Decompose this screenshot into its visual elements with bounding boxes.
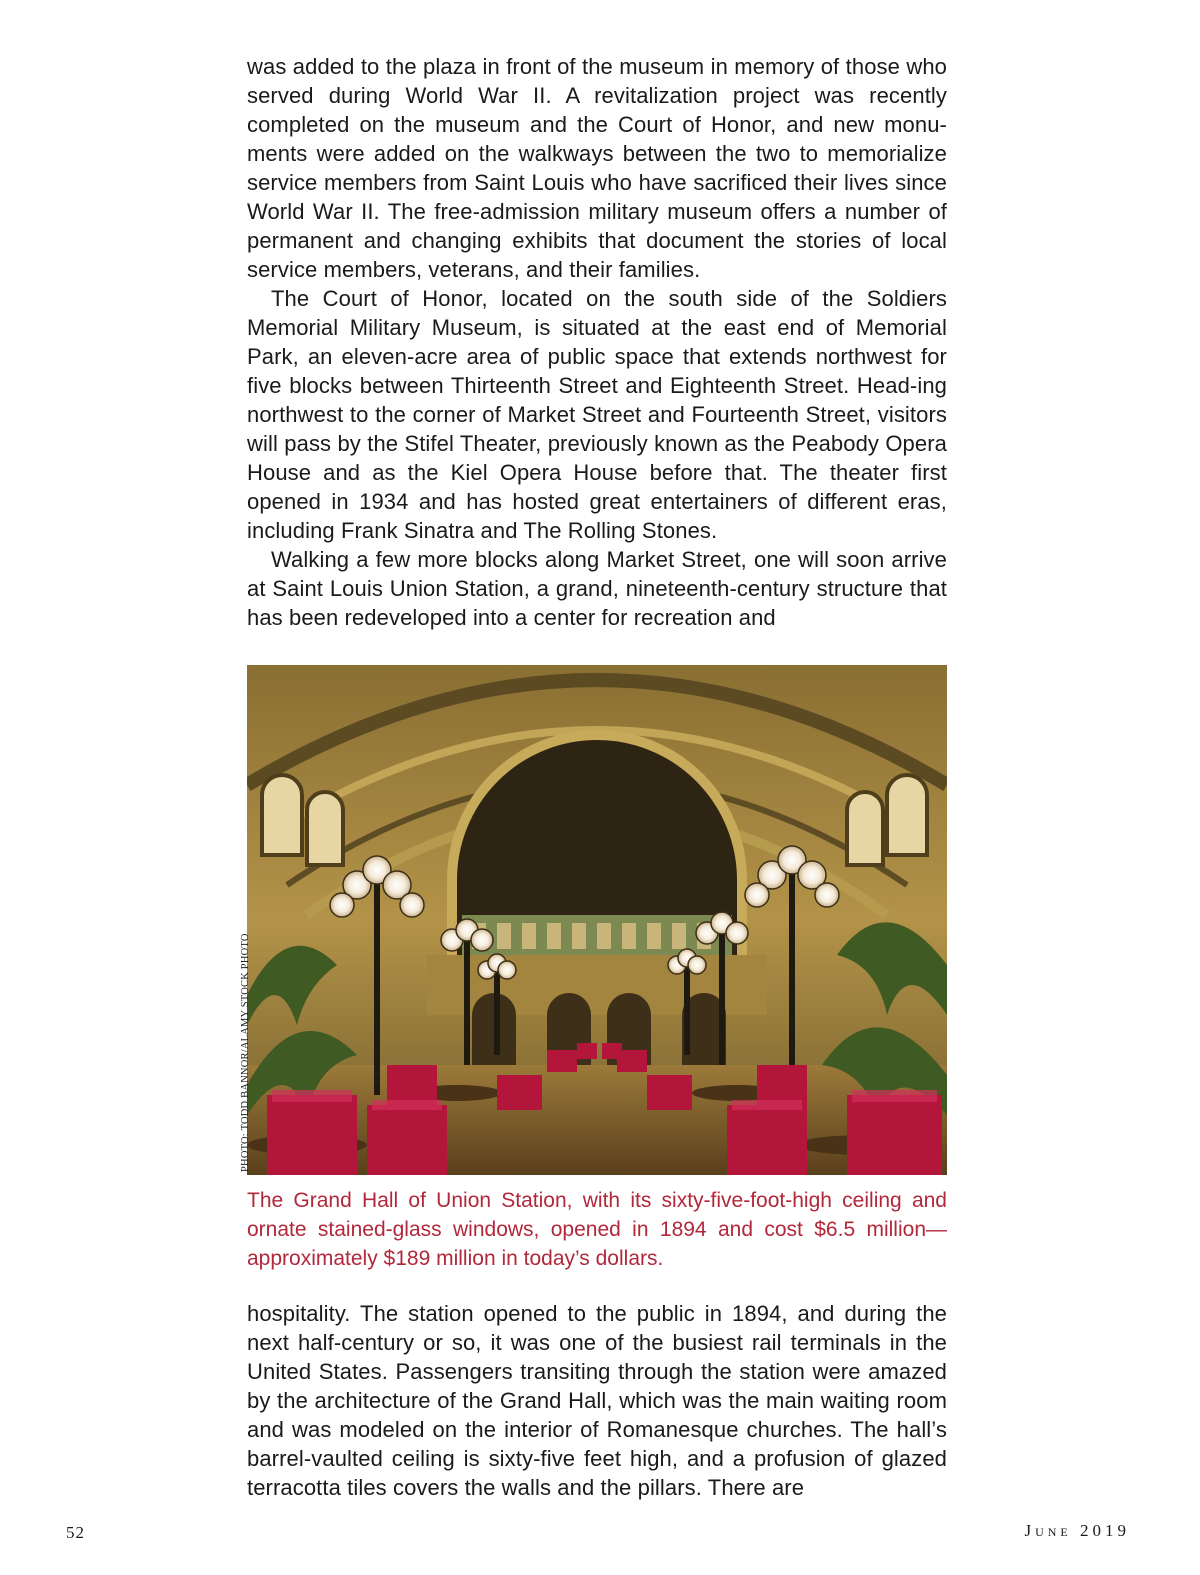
article-paragraph: was added to the plaza in front of the museum in memory of those who served during World War II. A revitalization project was recently completed on the museum and the Court of Honor, and new monu-ments were added on the walkways between the two to memorialize service members from Saint Louis who have sacrificed their lives since World War II. The free-admission military museum offers a number of permanent and changing exhibits that document the stories of local service members, veterans, and their families. — [247, 54, 947, 282]
grand-hall-photo — [247, 665, 947, 1175]
article-paragraph: Walking a few more blocks along Market Street, one will soon arrive at Saint Louis Union Station, a grand, nineteenth-century structure that has been redeveloped into a center for recreation and — [247, 547, 947, 630]
photo-credit: PHOTO: TODD BANNOR/ALAMY STOCK PHOTO — [240, 933, 251, 1172]
article-paragraph: The Court of Honor, located on the south side of the Soldiers Memorial Military Museum, is situated at the east end of Memorial Park, an eleven-acre area of public space that extends northwest for five blocks between Thirteenth Street and Eighteenth Street. Head-ing northwest to the corner of Market Street and Fourteenth Street, visitors will pass by the Stifel Theater, previously known as the Peabody Opera House and as the Kiel Opera House before that. The theater first opened in 1934 and has hosted great entertainers of different eras, including Frank Sinatra and The Rolling Stones. — [247, 286, 947, 543]
photo-caption: The Grand Hall of Union Station, with its sixty-five-foot-high ceiling and ornate stained-glass windows, opened in 1894 and cost $6.5 million—approximately $189 million in today’s dollars. — [247, 1189, 947, 1270]
article-top-column — [247, 52, 947, 632]
article-paragraph: hospitality. The station opened to the public in 1894, and during the next half-century or so, it was one of the busiest rail terminals in the United States. Passengers transiting through the station were amazed by the architecture of the Grand Hall, which was the main waiting room and was modeled on the interior of Romanesque churches. The hall’s barrel-vaulted ceiling is sixty-five feet high, and a profusion of glazed terracotta tiles covers the walls and the pillars. There are — [247, 1301, 947, 1500]
page-number: 52 — [66, 1523, 85, 1542]
article-bottom-column — [247, 1299, 947, 1502]
issue-date: June 2019 — [1024, 1521, 1130, 1540]
